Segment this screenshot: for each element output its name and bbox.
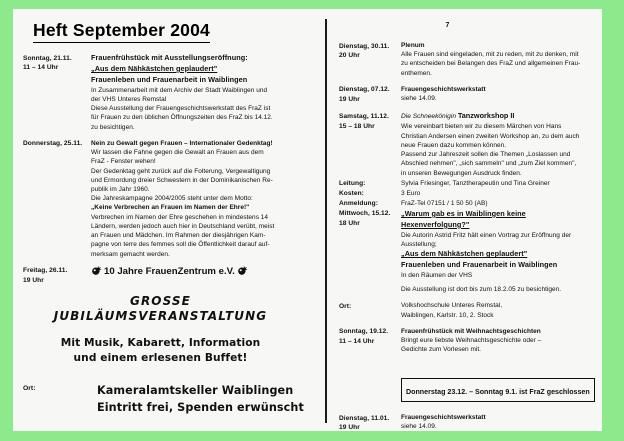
jubilee-headline-text: 10 Jahre FrauenZentrum e.V. xyxy=(104,265,235,277)
entry-line: Die Ausstellung ist dort bis zum 18.2.05 zu besichtigen. xyxy=(401,286,562,294)
entry-line: merksam gemacht werden. xyxy=(91,250,170,258)
entry-line: Nein zu Gewalt gegen Frauen – Internationaler Gedenktag! xyxy=(91,139,273,147)
closure-notice-box xyxy=(401,378,595,403)
page-title: Heft September 2004 xyxy=(33,20,210,43)
entry-line: Frauenfrühstück mit Weihnachtsgeschichten xyxy=(401,327,541,335)
jubilee-big-title xyxy=(23,294,316,325)
jubilee-venue-line-2: Eintritt frei, Spenden erwünscht xyxy=(97,401,304,415)
jubilee-venue-label: Ort: xyxy=(23,384,36,392)
entry-line: und Ermordung dreier Schwestern in der Dominikanischen Re- xyxy=(91,176,273,184)
calendar-entry xyxy=(339,327,596,355)
entry-date xyxy=(339,327,401,347)
entry-line: in unseren Bewegungen Ausdruck finden. xyxy=(401,169,522,177)
entry-venue-lines xyxy=(401,301,596,319)
entry-line: Gedichte zum Vorlesen mit. xyxy=(401,346,481,354)
entry-line: Passend zur Jahreszeit sollen die Themen „Loslassen und xyxy=(401,151,571,159)
entry-date-line: Dienstag, 11.01. xyxy=(339,414,390,422)
entry-line: Frauengeschichtswerkstatt xyxy=(401,85,486,93)
jubilee-venue-lines xyxy=(91,382,316,417)
entry-date-line: 11 – 14 Uhr xyxy=(339,337,375,345)
entry-line: In Zusammenarbeit mit dem Archiv der Stadt Waiblingen und xyxy=(91,86,268,94)
entry-line: Abschied nehmen", „sich sammeln" und „zum Ziel kommen", xyxy=(401,160,577,168)
left-entry-list xyxy=(23,53,316,259)
closure-notice-text: Donnerstag 23.12. – Sonntag 9.1. ist FraZ geschlossen xyxy=(406,387,590,396)
entry-line: Wie vereinbart bieten wir zu diesem Märchen von Hans xyxy=(401,123,562,131)
entry-line: Frauenleben und Frauenarbeit in Waiblingen xyxy=(91,74,248,84)
jubilee-body xyxy=(91,266,316,277)
entry-info-value: Sylvia Friesinger, Tanztherapeutin und Tina Greiner xyxy=(401,179,550,187)
entry-line: Ausstellung; xyxy=(401,240,437,248)
sparkle-icon xyxy=(237,265,248,276)
entry-line: Der Gedenktag geht zurück auf die Folterung, Vergewaltigung xyxy=(91,167,271,175)
entry-body xyxy=(401,111,596,177)
calendar-entry xyxy=(23,139,316,259)
entry-line: zu entscheiden bei Belangen des FraZ und allgemeinen Frau- xyxy=(401,60,581,68)
entry-line: pagne von terre des femmes soll die Öffentlichkeit darauf auf- xyxy=(91,241,270,249)
entry-line: Ländern, werden jedoch auch hier in Deutschland verübt, meist xyxy=(91,222,275,230)
jubilee-venue-line-1: Kameralamtskeller Waiblingen xyxy=(97,383,294,397)
jubilee-sub-line-2: und einem erlesenen Buffet! xyxy=(73,352,248,365)
entry-info-key: Leitung: xyxy=(339,180,366,188)
entry-date-line: Dienstag, 07.12. xyxy=(339,86,390,94)
entry-date-line: Freitag, 26.11. xyxy=(23,267,68,275)
entry-info-group xyxy=(339,179,596,209)
newsletter-page xyxy=(13,9,602,431)
entry-heading-mixed xyxy=(401,111,596,122)
entry-line: Plenum xyxy=(401,42,425,49)
calendar-entry xyxy=(339,209,596,295)
entry-line: Waiblingen, Karlstr. 10, 2. Stock xyxy=(401,311,494,319)
entry-line: für Frauen zu den üblichen Öffnungszeiten des FraZ bis 14.12. xyxy=(91,114,273,122)
entry-body xyxy=(401,85,596,103)
entry-line: „Keine Verbrechen an Frauen im Namen der Ehre!" xyxy=(91,204,250,212)
calendar-entry xyxy=(339,111,596,177)
entry-line: siehe 14.09. xyxy=(401,423,437,431)
entry-line: Die Autorin Astrid Fritz hält einen Vortrag zur Eröffnung der xyxy=(401,231,572,239)
entry-date-line: 19 Uhr xyxy=(339,424,360,431)
entry-date-line: Sonntag, 21.11. xyxy=(23,54,72,62)
entry-line: zu besichtigen. xyxy=(91,123,135,131)
entry-line: Verbrechen im Namen der Ehre geschehen in mindestens 14 xyxy=(91,213,269,221)
page-number: 7 xyxy=(445,22,450,29)
entry-date-line: Samstag, 11.12. xyxy=(339,112,389,120)
entry-info-key: Anmeldung: xyxy=(339,200,378,208)
entry-info-key: Kosten: xyxy=(339,190,364,198)
entry-heading-italic: Die Schneekönigin xyxy=(401,113,458,121)
entry-line: Christian Andersen einen zweiten Workshop an, zu dem auch xyxy=(401,132,580,140)
entry-date-line: 15 – 18 Uhr xyxy=(339,122,375,130)
jubilee-block xyxy=(23,266,316,417)
calendar-entry xyxy=(339,41,596,78)
entry-line: „Aus dem Nähkästchen geplaudert" xyxy=(401,249,528,259)
entry-date xyxy=(23,53,91,73)
entry-line: Die Jahreskampagne 2004/2005 steht unter dem Motto: xyxy=(91,195,253,203)
jubilee-date xyxy=(23,266,91,286)
entry-line: Wir lassen die Fahne gegen die Gewalt an Frauen aus dem xyxy=(91,149,264,157)
right-last-entry xyxy=(339,413,596,431)
entry-date-line: 19 Uhr xyxy=(23,276,44,284)
calendar-entry xyxy=(23,53,316,132)
entry-body xyxy=(91,53,316,132)
entry-date-line: Mittwoch, 15.12. xyxy=(339,210,391,218)
entry-date xyxy=(339,41,401,61)
right-column xyxy=(329,9,602,431)
entry-line: Frauenleben und Frauenarbeit in Waiblingen xyxy=(401,260,558,270)
entry-date-line: 20 Uhr xyxy=(339,52,360,60)
entry-venue-label: Ort: xyxy=(339,302,352,310)
entry-date-line: 18 Uhr xyxy=(339,219,360,227)
left-column xyxy=(13,9,324,416)
entry-info-value: 3 Euro xyxy=(401,189,421,197)
entry-body xyxy=(401,327,596,355)
entry-line: enthemen. xyxy=(401,69,432,77)
jubilee-sub-line-1: Mit Musik, Kabarett, Information xyxy=(60,336,261,349)
entry-date-line: 11 – 14 Uhr xyxy=(23,64,59,72)
jubilee-headline-row xyxy=(91,266,316,277)
sparkle-icon xyxy=(91,265,102,276)
entry-line: publik im Jahr 1960. xyxy=(91,186,150,193)
entry-line: siehe 14.09. xyxy=(401,95,437,103)
entry-body xyxy=(401,209,596,295)
column-divider xyxy=(325,19,327,423)
entry-date-line: 19 Uhr xyxy=(339,95,360,103)
entry-line: Volkshochschule Unteres Remstal, xyxy=(401,302,503,310)
entry-line: „Warum gab es in Waiblingen keine Hexenverfolgung?" xyxy=(401,208,526,229)
entry-date-line: Dienstag, 30.11. xyxy=(339,42,390,50)
entry-info-row xyxy=(339,199,596,209)
entry-line: der VHS Unteres Remstal xyxy=(91,96,167,104)
entry-line: Alle Frauen sind eingeladen, mit zu reden, mit zu denken, mit xyxy=(401,51,579,59)
entry-body xyxy=(91,139,316,259)
jubilee-big-line-1: GROSSE xyxy=(130,294,191,309)
entry-venue-row xyxy=(339,301,596,319)
entry-body xyxy=(401,413,596,431)
entry-line: „Aus dem Nähkästchen geplaudert" xyxy=(91,63,218,73)
entry-line: FraZ - Fenster wehen! xyxy=(91,158,156,166)
entry-line: neue Frauen dazu kommen können. xyxy=(401,141,507,149)
entry-line: Frauenfrühstück mit Ausstellungseröffnung: xyxy=(91,53,248,62)
jubilee-subtitle xyxy=(23,336,316,367)
calendar-entry xyxy=(339,85,596,105)
entry-date xyxy=(23,139,91,149)
jubilee-entry xyxy=(23,266,316,286)
entry-date-line: Sonntag, 19.12. xyxy=(339,328,389,336)
entry-date xyxy=(339,85,401,105)
entry-info-row xyxy=(339,179,596,189)
entry-line: an Frauen und Mädchen. Im Rahmen der diesjährigen Kam- xyxy=(91,232,266,240)
entry-line: Frauengeschichtswerkstatt xyxy=(401,414,486,422)
entry-line: Bringt eure liebste Weihnachtsgeschichte oder – xyxy=(401,337,542,345)
entry-date xyxy=(339,209,401,229)
entry-date xyxy=(339,111,401,131)
jubilee-venue-row xyxy=(23,382,316,417)
entry-info-value: FraZ-Tel 07151 / 1 50 50 (AB) xyxy=(401,199,488,207)
entry-date-line: Donnerstag, 25.11. xyxy=(23,140,83,148)
entry-heading-bold: Tanzworkshop II xyxy=(457,111,515,121)
entry-date xyxy=(339,413,401,431)
entry-info-row xyxy=(339,189,596,199)
entry-line: Diese Ausstellung der Frauengeschichtswerkstatt des FraZ ist xyxy=(91,105,271,113)
entry-body xyxy=(401,41,596,78)
right-entry-list xyxy=(339,41,596,355)
jubilee-big-line-2: JUBILÄUMSVERANSTALTUNG xyxy=(53,309,268,324)
entry-line: In den Räumen der VHS xyxy=(401,272,473,280)
calendar-entry xyxy=(339,413,596,431)
